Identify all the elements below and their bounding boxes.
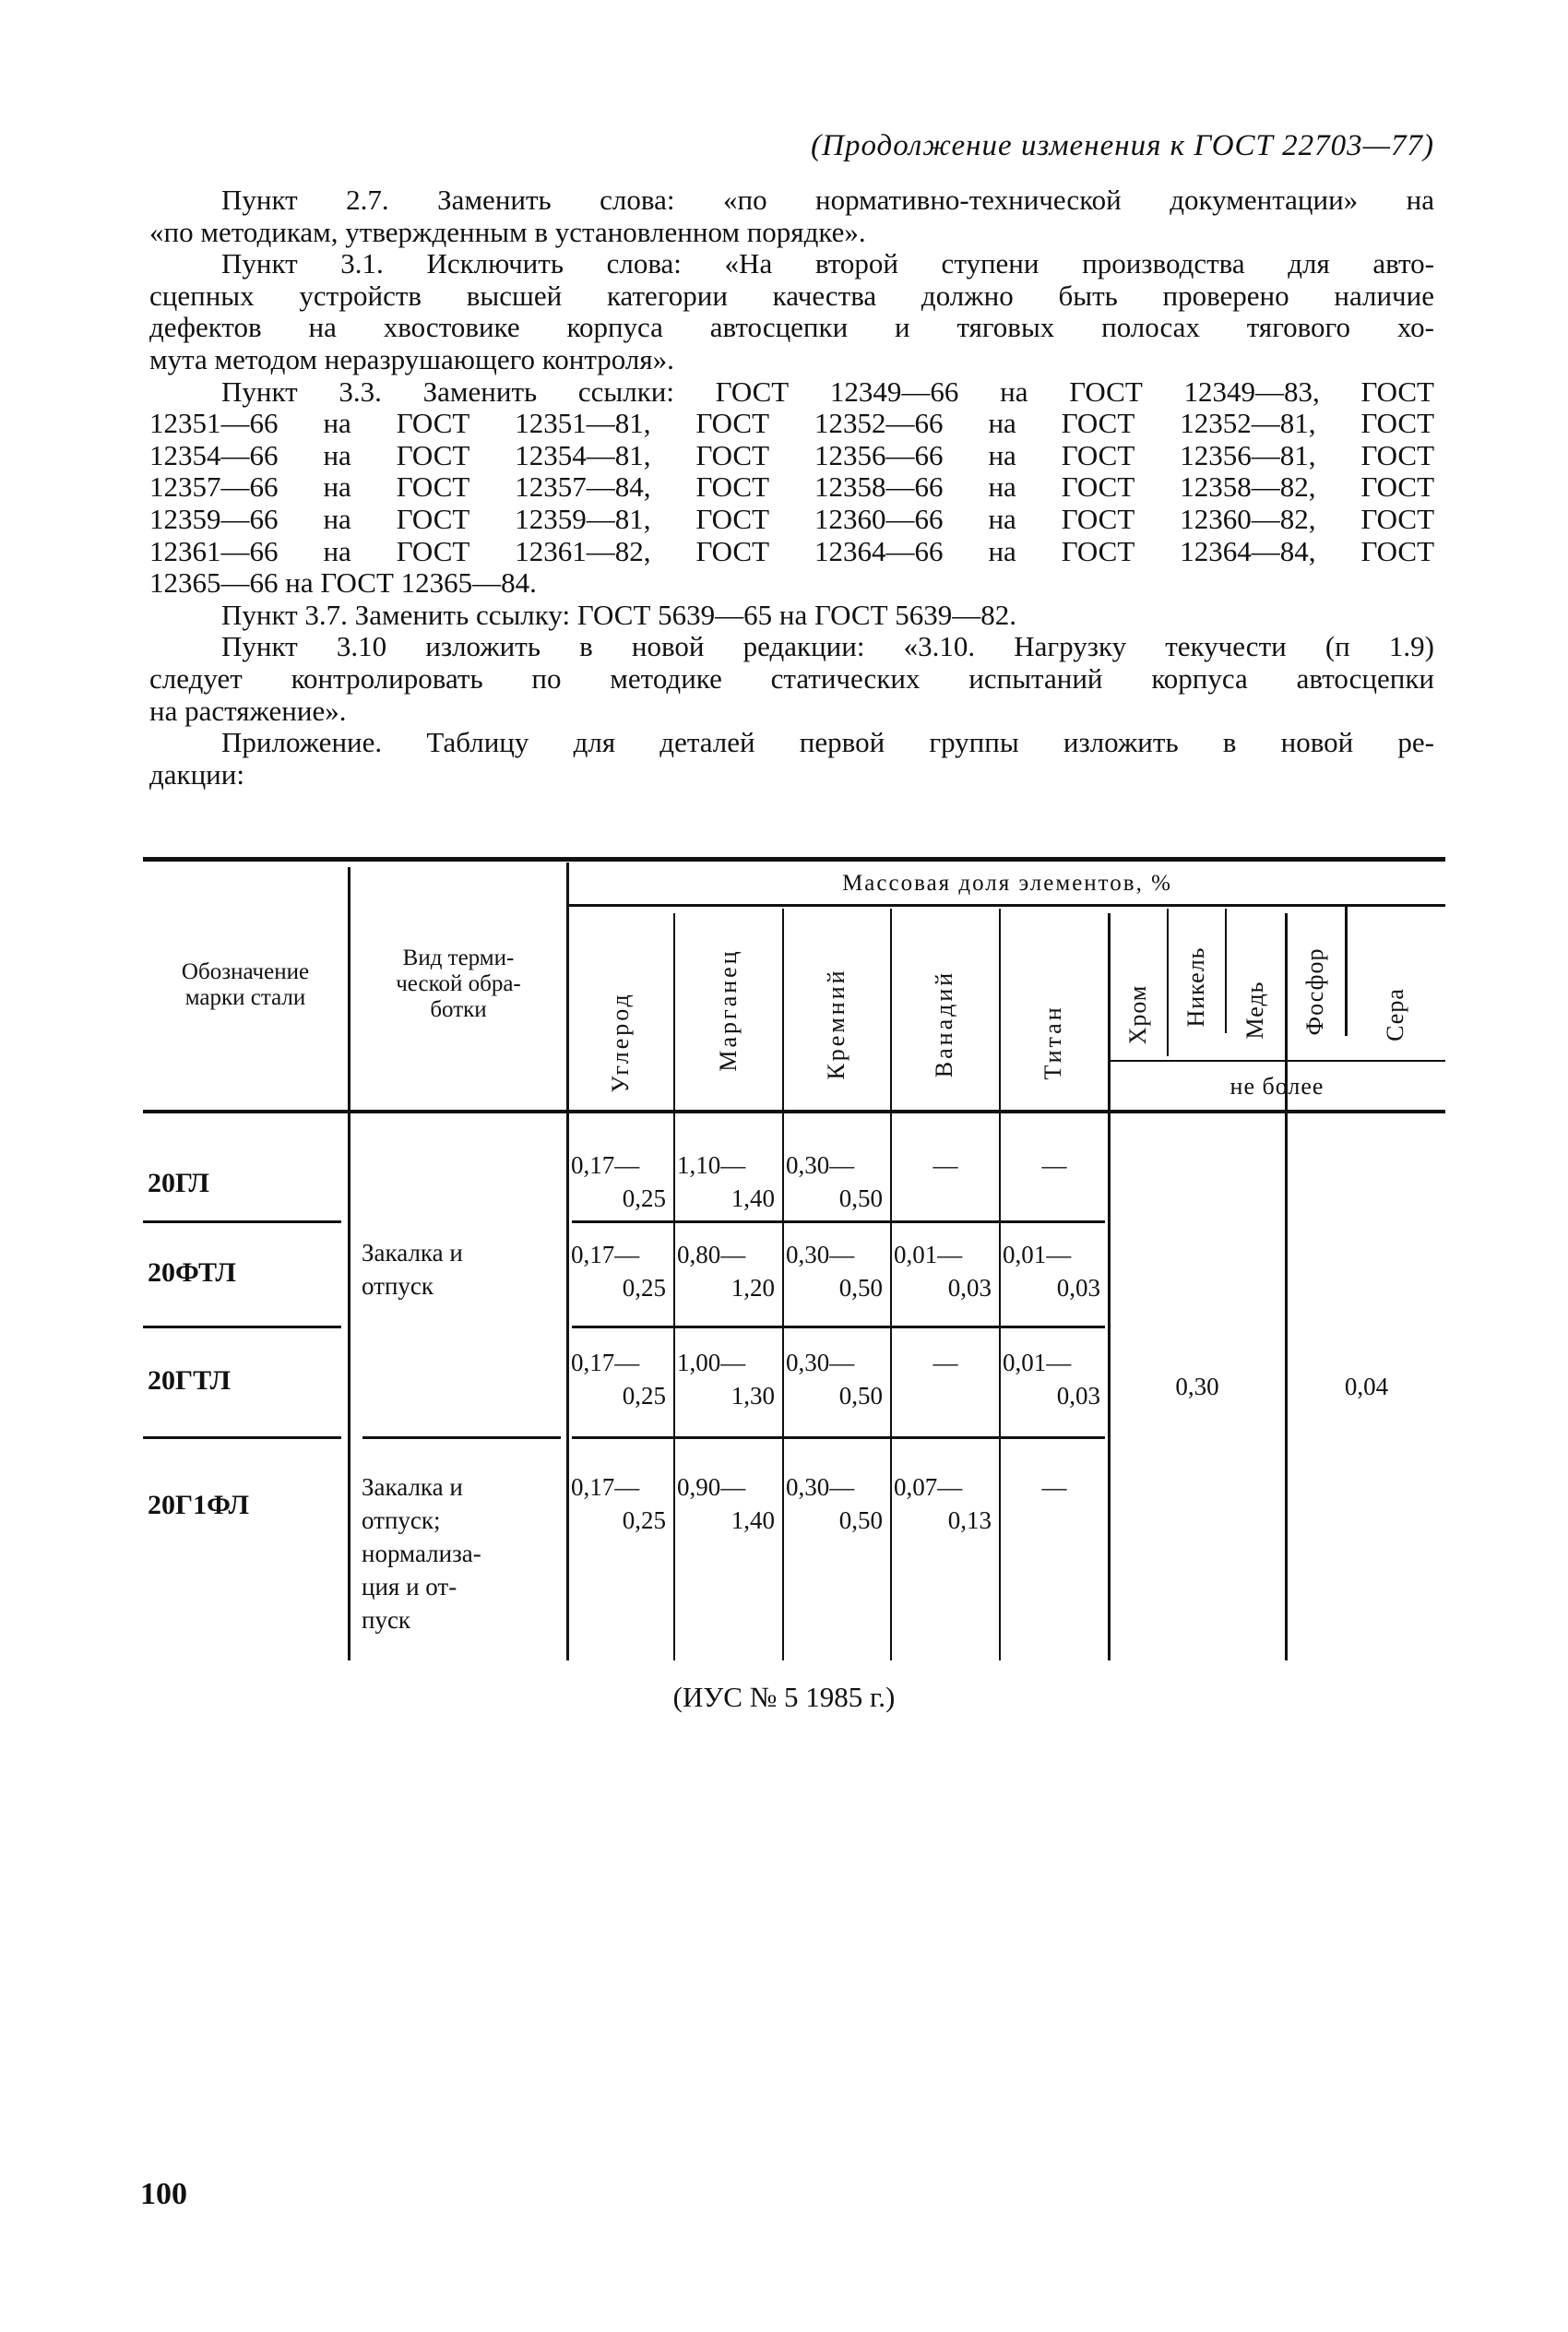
value-line: 0,03 [1056, 1274, 1100, 1302]
value-cell-c [569, 1238, 673, 1304]
value-line: 1,10— [677, 1151, 746, 1179]
row-rule [572, 1436, 1105, 1439]
value-cell-mn [675, 1148, 782, 1215]
text-line: 12359—66 на ГОСТ 12359—81, ГОСТ 12360—66 на ГОСТ 12360—82, ГОСТ [149, 503, 1434, 535]
header-element: Медь [1241, 981, 1268, 1040]
value-cell-mn [675, 1346, 782, 1412]
text-line: 12354—66 на ГОСТ 12354—81, ГОСТ 12356—66 на ГОСТ 12356—81, ГОСТ [149, 438, 1434, 471]
not-more-rule [1109, 1060, 1445, 1062]
value-cell-v [892, 1238, 999, 1304]
treatment-line: отпуск; [362, 1506, 441, 1534]
value-cell-v [892, 1470, 999, 1537]
text-line: 12361—66 на ГОСТ 12361—82, ГОСТ 12364—66 на ГОСТ 12364—84, ГОСТ [149, 534, 1434, 567]
header-line: Обозначение [181, 959, 310, 984]
value-cell-v [892, 1148, 999, 1182]
header-element: Хром [1124, 984, 1151, 1045]
page-number: 100 [140, 2177, 187, 2211]
table-top-rule [143, 857, 1445, 862]
value-line: 0,25 [622, 1184, 666, 1212]
source-caption: (ИУС № 5 1985 г.) [672, 1681, 896, 1713]
row-rule [572, 1326, 1105, 1328]
treatment-quench-temper [362, 1236, 463, 1303]
value-cell-ti [1001, 1470, 1108, 1504]
row-rule [572, 1220, 1105, 1223]
header-element: Углерод [607, 992, 634, 1093]
text-line: «по методикам, утвержденным в установленном порядке». [149, 215, 866, 248]
value-line: 0,30— [786, 1349, 855, 1376]
text-line: мута методом неразрушающего контроля». [149, 343, 674, 375]
value-cell-ti [1001, 1346, 1108, 1412]
value-line: 0,01— [1003, 1241, 1072, 1268]
value-line: — [932, 1349, 958, 1376]
header-element: Марганец [715, 948, 742, 1072]
col-rule [1225, 909, 1227, 1033]
value-cell-si [784, 1470, 890, 1537]
value-line: 0,50 [838, 1274, 883, 1302]
row-rule [143, 1326, 341, 1328]
header-line: ботки [430, 997, 487, 1022]
row-rule [362, 1436, 561, 1439]
value-line: 1,00— [677, 1349, 746, 1376]
value-line: 0,50 [838, 1506, 883, 1534]
text-line: сцепных устройств высшей категории качества должно быть проверено наличие [149, 279, 1434, 312]
text-line: Пункт 3.10 изложить в новой редакции: «3.10. Нагрузку текучести (п 1.9) [221, 630, 1434, 663]
header-element: Кремний [823, 968, 849, 1080]
value-line: 0,17— [571, 1473, 640, 1501]
steel-mark: 20Г1ФЛ [148, 1490, 249, 1520]
value-line: 0,25 [622, 1382, 666, 1410]
value-line: 0,80— [677, 1241, 746, 1268]
value-line: 0,25 [622, 1506, 666, 1534]
value-line: 1,40 [731, 1184, 775, 1212]
value-line: 0,30— [786, 1241, 855, 1268]
value-line: 0,50 [838, 1382, 883, 1410]
header-treatment [350, 946, 566, 1023]
value-line: 0,17— [571, 1349, 640, 1376]
value-line: 0,13 [947, 1506, 992, 1534]
p-s-value: 0,04 [1344, 1373, 1389, 1400]
value-cell-si [784, 1148, 890, 1215]
treatment-line: Закалка и [362, 1473, 463, 1501]
header-element: Ванадий [931, 970, 957, 1078]
value-line: 0,25 [622, 1274, 666, 1302]
value-line: 0,01— [1003, 1349, 1072, 1376]
treatment-combined [362, 1470, 481, 1636]
text-line: Пункт 3.1. Исключить слова: «На второй ступени производства для авто- [221, 247, 1434, 280]
treatment-line: отпуск [362, 1272, 434, 1300]
treatment-line: Закалка и [362, 1239, 463, 1267]
group-rule [567, 904, 1445, 907]
text-line: 12357—66 на ГОСТ 12357—84, ГОСТ 12358—66 на ГОСТ 12358—82, ГОСТ [149, 470, 1434, 504]
header-mark [143, 959, 348, 1011]
value-line: 0,30— [786, 1473, 855, 1501]
value-cell-si [784, 1346, 890, 1412]
value-line: 0,30— [786, 1151, 855, 1179]
text-line: Пункт 3.7. Заменить ссылку: ГОСТ 5639—65 на ГОСТ 5639—82. [221, 598, 1017, 631]
value-line: 0,07— [894, 1473, 963, 1501]
value-line: — [1041, 1151, 1067, 1179]
value-line: 0,17— [571, 1241, 640, 1268]
row-rule [143, 1220, 341, 1223]
text-line: 12365—66 на ГОСТ 12365—84. [149, 566, 537, 600]
text-line: Пункт 2.7. Заменить слова: «по нормативно-технической документации» на [221, 184, 1434, 216]
value-cell-ti [1001, 1238, 1108, 1304]
value-cell-c [569, 1148, 673, 1215]
value-line: 0,17— [571, 1151, 640, 1179]
header-element: Сера [1382, 988, 1408, 1041]
value-line: 1,30 [731, 1382, 775, 1410]
value-cell-c [569, 1346, 673, 1412]
col-rule [1167, 909, 1169, 1056]
col-rule [1285, 913, 1288, 1660]
text-line: следует контролировать по методике статических испытаний корпуса автосцепки [149, 662, 1434, 695]
text-line: на растяжение». [149, 694, 347, 727]
header-not-more: не более [1229, 1073, 1324, 1100]
running-header: (Продолжение изменения к ГОСТ 22703—77) [811, 129, 1434, 162]
header-line: Вид терми- [402, 946, 515, 970]
value-line: — [1041, 1473, 1067, 1501]
header-element: Фосфор [1301, 947, 1328, 1036]
value-line: — [932, 1151, 958, 1179]
value-line: 1,40 [731, 1506, 775, 1534]
steel-mark: 20ГТЛ [148, 1365, 231, 1396]
treatment-line: пуск [362, 1606, 411, 1634]
value-cell-c [569, 1470, 673, 1537]
header-line: марки стали [184, 985, 306, 1010]
col-rule [1345, 907, 1348, 1036]
value-line: 0,90— [677, 1473, 746, 1501]
cr-ni-cu-value: 0,30 [1175, 1373, 1219, 1400]
steel-mark: 20ГЛ [148, 1168, 209, 1198]
value-line: 0,01— [894, 1241, 963, 1268]
treatment-line: нормализа- [362, 1540, 481, 1567]
value-cell-mn [675, 1470, 782, 1537]
steel-mark: 20ФТЛ [148, 1257, 236, 1288]
value-cell-mn [675, 1238, 782, 1304]
text-line: 12351—66 на ГОСТ 12351—81, ГОСТ 12352—66 на ГОСТ 12352—81, ГОСТ [149, 407, 1434, 440]
col-rule [1108, 913, 1111, 1660]
text-line: дакции: [149, 757, 244, 791]
value-cell-v [892, 1346, 999, 1379]
header-element: Титан [1039, 1005, 1066, 1080]
value-line: 0,03 [1056, 1382, 1100, 1410]
header-group: Массовая доля элементов, % [842, 871, 1172, 896]
text-line: дефектов на хвостовике корпуса автосцепки и тяговых полосах тягового хо- [149, 311, 1434, 344]
value-cell-ti [1001, 1148, 1108, 1182]
header-bottom-rule [143, 1110, 1445, 1113]
value-cell-si [784, 1238, 890, 1304]
header-element: Никель [1182, 946, 1209, 1028]
text-line: Пункт 3.3. Заменить ссылки: ГОСТ 12349—66 на ГОСТ 12349—83, ГОСТ [221, 375, 1434, 408]
value-line: 0,50 [838, 1184, 883, 1212]
value-line: 0,03 [947, 1274, 992, 1302]
value-line: 1,20 [731, 1274, 775, 1302]
treatment-line: ция и от- [362, 1573, 457, 1600]
header-line: ческой обра- [396, 971, 521, 996]
row-rule [143, 1436, 341, 1439]
text-line: Приложение. Таблицу для деталей первой группы изложить в новой ре- [221, 726, 1434, 759]
